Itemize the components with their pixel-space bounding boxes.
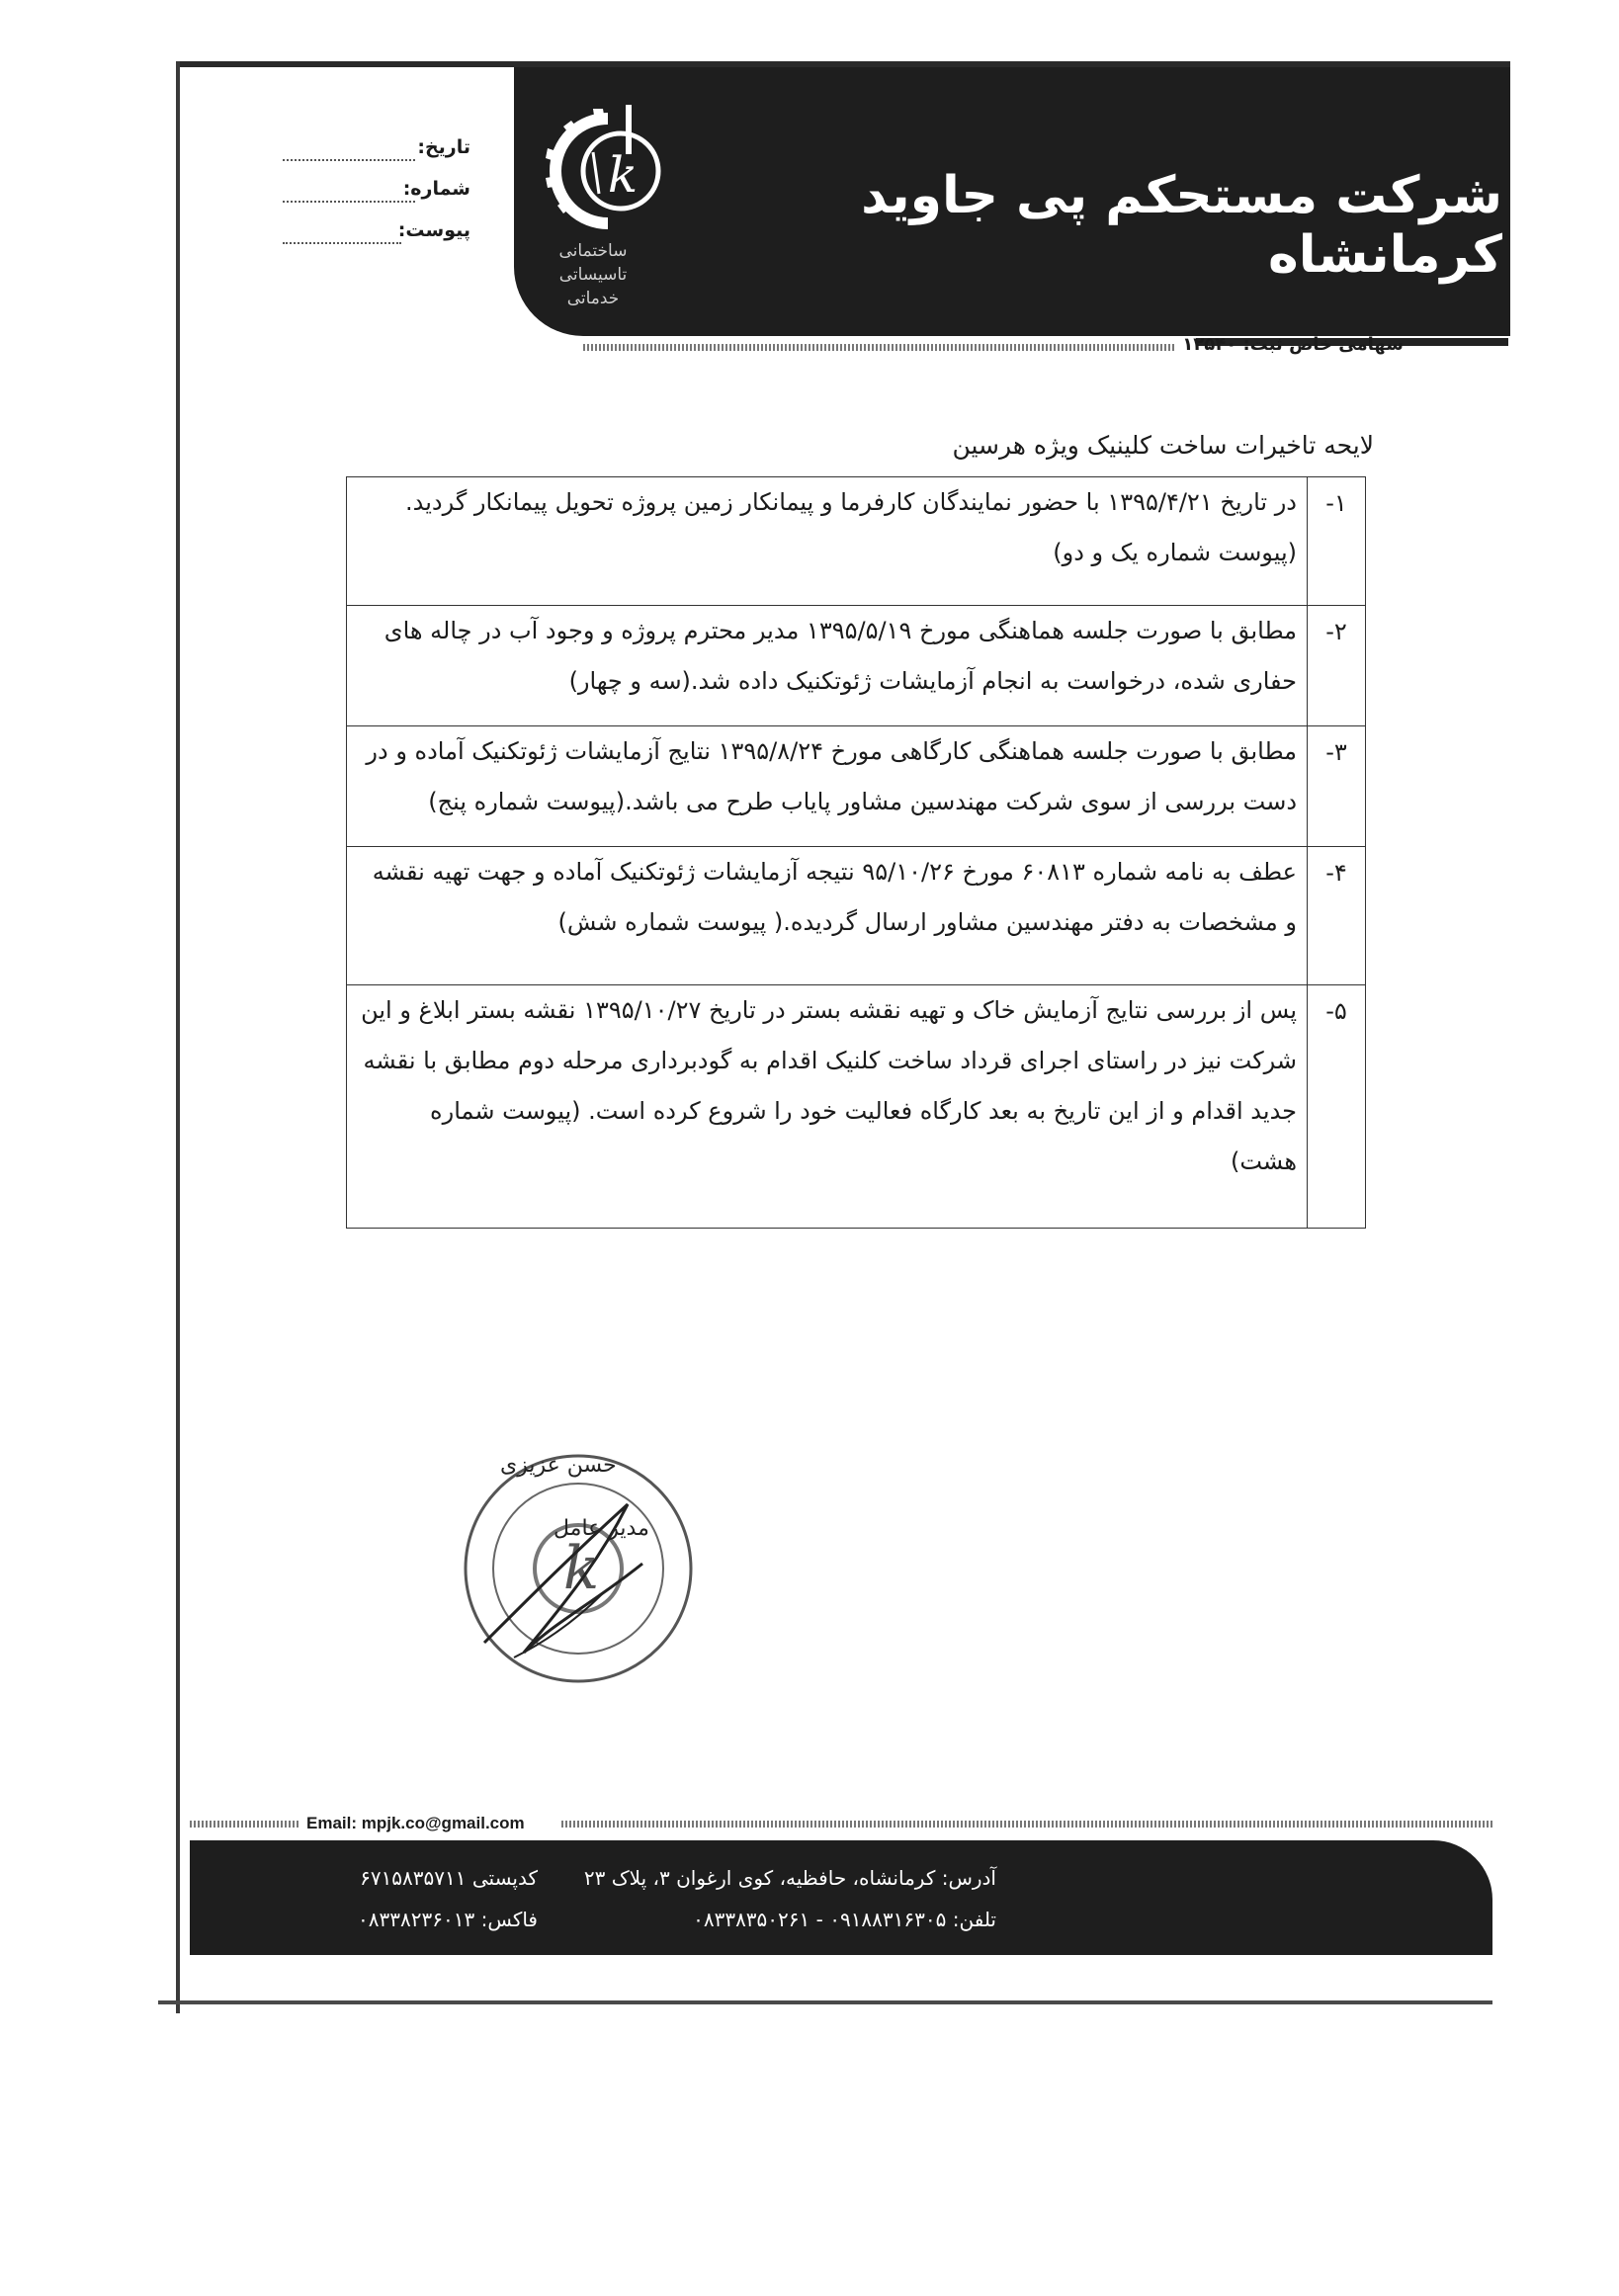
page-frame-left (176, 61, 180, 2013)
item-line: مطابق با صورت جلسه هماهنگی مورخ ۱۳۹۵/۵/۱۹ مدیر محترم پروژه و وجود آب در چاله های (383, 617, 1297, 644)
email-strip-right (561, 1821, 1492, 1828)
attachment-field (283, 241, 401, 244)
date-label: تاریخ: (417, 136, 470, 158)
item-line: عطف به نامه شماره ۶۰۸۱۳ مورخ ۹۵/۱۰/۲۶ نتیجه آزمایشات ژئوتکنیک آماده و جهت تهیه نقشه (372, 858, 1297, 886)
date-field (283, 158, 415, 161)
company-name: شرکت مستحکم پی جاوید کرمانشاه (861, 166, 1502, 285)
logo-caption-1: ساختمانی (558, 241, 628, 261)
footer-bar (190, 1840, 1492, 1955)
page-frame-bottom (158, 2000, 1492, 2004)
number-label: شماره: (402, 178, 470, 200)
svg-text:k: k (562, 1534, 600, 1603)
registration-number: سهامی خاص ثبت: ۱۲۵۴۰ (1182, 334, 1404, 355)
company-phone: تلفن: ۰۹۱۸۸۳۱۶۳۰۵ - ۰۸۳۳۸۳۵۰۲۶۱ (693, 1908, 996, 1931)
logo-caption-2: تاسیساتی (558, 265, 628, 285)
item-line: شرکت نیز در راستای اجرای قرداد ساخت کلنیک اقدام به گودبرداری مرحله دوم مطابق با نقشه (363, 1047, 1297, 1074)
logo-caption-3: خدماتی (566, 289, 620, 308)
item-text (347, 606, 1308, 726)
company-seal-icon (455, 1445, 702, 1692)
item-line: و مشخصات به دفتر مهندسین مشاور ارسال گردیده.( پیوست شماره شش) (557, 908, 1297, 936)
company-address: آدرس: کرمانشاه، حافظیه، کوی ارغوان ۳، پلاک ۲۳ (583, 1866, 996, 1890)
item-number: ۵- (1308, 985, 1366, 1229)
table-row (347, 477, 1366, 606)
item-text (347, 726, 1308, 847)
attachment-label: پیوست: (397, 219, 470, 241)
company-fax: فاکس: ۰۸۳۳۸۲۳۶۰۱۳ (358, 1908, 538, 1931)
signatory-name: حسن عزیزی (500, 1453, 617, 1478)
item-number: ۳- (1308, 726, 1366, 847)
items-table (346, 476, 1366, 1229)
table-row (347, 726, 1366, 847)
item-number: ۱- (1308, 477, 1366, 606)
postal-code: کدپستی ۶۷۱۵۸۳۵۷۱۱ (360, 1866, 538, 1890)
table-row (347, 985, 1366, 1229)
item-line: مطابق با صورت جلسه هماهنگی کارگاهی مورخ ۱۳۹۵/۸/۲۴ نتایج آزمایشات ژئوتکنیک آماده و در (366, 737, 1297, 765)
document-title: لایحه تاخیرات ساخت کلینیک ویژه هرسین (952, 431, 1374, 460)
item-number: ۴- (1308, 847, 1366, 985)
company-email: Email: mpjk.co@gmail.com (306, 1814, 525, 1832)
company-logo-icon (534, 97, 682, 245)
signatory-role: مدیر عامل (554, 1516, 649, 1541)
item-text (347, 477, 1308, 606)
table-row (347, 847, 1366, 985)
logo-letter: k (607, 146, 639, 204)
item-text (347, 847, 1308, 985)
item-number: ۲- (1308, 606, 1366, 726)
item-line: جدید اقدام و از این تاریخ به بعد کارگاه فعالیت خود را شروع کرده است. (پیوست شماره هشت) (430, 1097, 1297, 1175)
item-text (347, 985, 1308, 1229)
item-line: در تاریخ ۱۳۹۵/۴/۲۱ با حضور نمایندگان کارفرما و پیمانکار زمین پروژه تحویل پیمانکار گردید. (404, 488, 1297, 516)
number-field (283, 200, 415, 203)
item-line: (پیوست شماره یک و دو) (1053, 539, 1297, 566)
item-line: دست بررسی از سوی شرکت مهندسین مشاور پایاب طرح می باشد.(پیوست شماره پنج) (428, 788, 1297, 815)
email-strip-left (190, 1821, 298, 1828)
item-line: پس از بررسی نتایج آزمایش خاک و تهیه نقشه بستر در تاریخ ۱۳۹۵/۱۰/۲۷ نقشه بستر ابلاغ و این (361, 996, 1297, 1024)
table-row (347, 606, 1366, 726)
item-line: حفاری شده، درخواست به انجام آزمایشات ژئوتکنیک داده شد.(سه و چهار) (568, 667, 1297, 695)
